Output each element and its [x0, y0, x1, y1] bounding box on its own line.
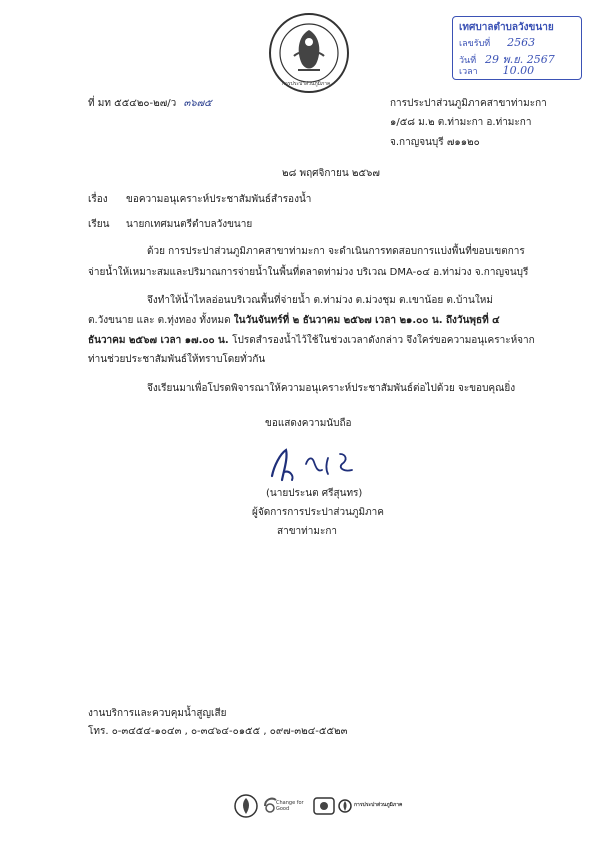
sender-line-3: จ.กาญจนบุรี ๗๑๑๒๐: [390, 137, 480, 148]
para2-line-2b: ในวันจันทร์ที่ ๒ ธันวาคม ๒๕๖๗ เวลา ๒๑.๐๐ น. ถึงวันพุธที่ ๔: [233, 315, 500, 326]
footer-department: งานบริการและควบคุมน้ำสูญเสีย: [88, 708, 227, 719]
stamp-date-value: 29 พ.ย. 2567: [485, 53, 555, 66]
to-text: นายกเทศมนตรีตำบลวังขนาย: [126, 219, 253, 230]
para2-line-2a: ต.วังขนาย และ ต.ทุ่งทอง ทั้งหมด: [88, 315, 234, 326]
footer-logo-emblem: [234, 794, 258, 818]
para2-line-3: [88, 333, 535, 348]
to-label: เรียน: [88, 219, 110, 230]
handwritten-signature: [262, 436, 372, 486]
signer-name: (นายประนต ศรีสุนทร): [266, 488, 363, 499]
stamp-date-label: วันที่: [459, 56, 477, 66]
footer-logo-box: [312, 794, 336, 818]
pwa-logo-label: การประปาส่วนภูมิภาค: [354, 802, 403, 808]
para2-line-1: จึงทำให้น้ำไหลอ่อนบริเวณพื้นที่จ่ายน้ำ ต.ท่าม่วง ต.ม่วงชุม ต.เขาน้อย ต.บ้านใหม่: [147, 295, 493, 306]
signer-title-1: ผู้จัดการการประปาส่วนภูมิภาค: [252, 507, 384, 518]
para2-line-2: [88, 313, 500, 328]
stamp-time-row: [459, 64, 534, 78]
stamp-time-value: 10.00: [502, 64, 535, 77]
subject-label: เรื่อง: [88, 194, 108, 205]
para2-line-4: ท่านช่วยประชาสัมพันธ์ให้ทราบโดยทั่วกัน: [88, 354, 266, 365]
para2-line-3a: ธันวาคม ๒๕๖๗ เวลา ๑๗.๐๐ น.: [88, 335, 233, 346]
para2-line-3b: โปรดสำรองน้ำไว้ใช้ในช่วงเวลาดังกล่าว จึงใคร่ขอความอนุเคราะห์จาก: [232, 335, 535, 346]
stamp-title: เทศบาลตำบลวังขนาย: [459, 22, 554, 33]
pwa-logo-icon: [338, 794, 352, 818]
emblem-text: การประปาส่วนภูมิภาค: [282, 81, 331, 87]
subject-text: ขอความอนุเคราะห์ประชาสัมพันธ์สำรองน้ำ: [126, 194, 312, 205]
signer-title-2: สาขาท่ามะกา: [277, 526, 338, 537]
para1-line-1: ด้วย การประปาส่วนภูมิภาคสาขาท่ามะกา จะดำเนินการทดสอบการแบ่งพื้นที่ขอบเขตการ: [147, 246, 525, 257]
stamp-recv-no: 2563: [507, 36, 536, 49]
signature-icon: [262, 436, 372, 486]
document-date: ๒๘ พฤศจิกายน ๒๕๖๗: [282, 168, 380, 179]
sender-line-2: ๑/๕๘ ม.๒ ต.ท่ามะกา อ.ท่ามะกา: [390, 117, 532, 128]
para1-line-2: จ่ายน้ำให้เหมาะสมและปริมาณการจ่ายน้ำในพื้นที่ตลาดท่าม่วง บริเวณ DMA-๐๔ อ.ท่าม่วง จ.กาญจนบุรี: [88, 267, 529, 278]
document-number-text: ที่ มท ๕๕๔๒๐-๒๗/ว: [88, 98, 177, 109]
footer-logo-change-for-good: [262, 794, 306, 818]
para3-line: จึงเรียนมาเพื่อโปรดพิจารณาให้ความอนุเคราะห์ประชาสัมพันธ์ต่อไปด้วย จะขอบคุณยิ่ง: [147, 383, 516, 394]
change-for-good-label: Change for Good: [276, 800, 304, 812]
document-number-handwritten: ๓๖๗๕: [183, 98, 212, 109]
stamp-time-label: เวลา: [459, 67, 478, 77]
sender-line-1: การประปาส่วนภูมิภาคสาขาท่ามะกา: [390, 98, 547, 109]
receipt-stamp: [452, 16, 582, 80]
stamp-recv-row: [459, 36, 535, 50]
footer-logo-pwa: [338, 794, 408, 818]
seal-small-icon: [234, 794, 258, 818]
document-number: [88, 96, 212, 111]
closing-text: ขอแสดงความนับถือ: [265, 418, 352, 429]
footer-phone: โทร. ๐-๓๔๕๔-๑๐๔๓ , ๐-๓๔๖๔-๐๑๕๕ , ๐๙๗-๓๒๔-๕๕๒๓: [88, 726, 348, 737]
stamp-recv-label: เลขรับที่: [459, 39, 491, 49]
badge-icon: [312, 794, 336, 818]
